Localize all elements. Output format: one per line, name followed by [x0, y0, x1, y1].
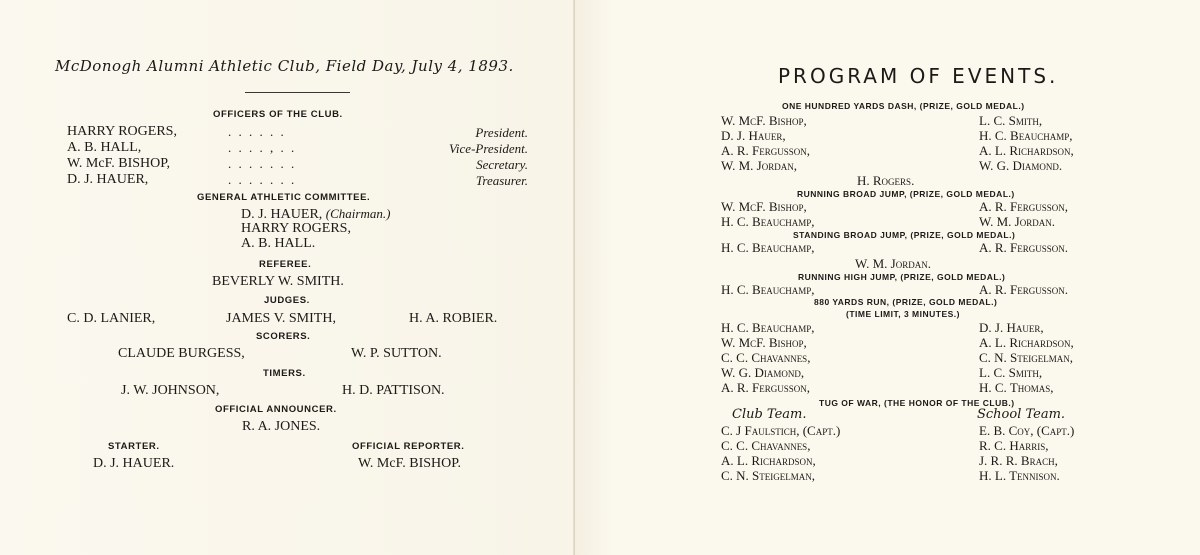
officer-name: A. B. HALL, [67, 140, 142, 155]
judge-name: C. D. LANIER, [67, 311, 156, 326]
rhj-heading: RUNNING HIGH JUMP, (PRIZE, GOLD MEDAL.) [798, 272, 1006, 282]
program-title: PROGRAM OF EVENTS. [778, 64, 1059, 88]
school-team-member: R. C. Harris, [979, 438, 1049, 453]
left-page [0, 0, 575, 555]
committee-chair-name: D. J. HAUER, [241, 207, 323, 222]
entrant: A. R. Fergusson, [979, 199, 1069, 214]
reporter-name: W. McF. BISHOP. [358, 456, 461, 471]
club-team-member: C. N. Steigelman, [721, 468, 816, 483]
entrant: W. M. Jordan. [979, 214, 1055, 229]
entrant: H. C. Beauchamp, [721, 320, 815, 335]
entrant: L. C. Smith, [979, 365, 1043, 380]
entrant: A. R. Fergusson. [979, 282, 1069, 297]
entrant: W. McF. Bishop, [721, 113, 807, 128]
announcer-heading: OFFICIAL ANNOUNCER. [215, 404, 337, 415]
officers-heading: OFFICERS OF THE CLUB. [213, 109, 343, 120]
referee-heading: REFEREE. [259, 259, 312, 270]
officer-name: HARRY ROGERS, [67, 124, 177, 139]
committee-chair-role: (Chairman.) [325, 206, 391, 221]
committee-member: HARRY ROGERS, [241, 221, 351, 236]
officer-role: Vice-President. [448, 141, 528, 156]
entrant: W. M. Jordan, [721, 158, 797, 173]
officer-name: D. J. HAUER, [67, 172, 149, 187]
entrant: W. M. Jordan. [855, 256, 931, 271]
tug-heading: TUG OF WAR, (THE HONOR OF THE CLUB.) [819, 398, 1015, 408]
entrant: H. C. Beauchamp, [979, 128, 1073, 143]
officer-role: Secretary. [476, 157, 528, 172]
dash-heading: ONE HUNDRED YARDS DASH, (PRIZE, GOLD MEDAL.) [782, 101, 1025, 111]
entrant: W. McF. Bishop, [721, 199, 807, 214]
starter-heading: STARTER. [108, 441, 160, 452]
entrant: A. L. Richardson, [979, 335, 1074, 350]
entrant: C. C. Chavannes, [721, 350, 811, 365]
starter-name: D. J. HAUER. [93, 456, 175, 471]
rbj-heading: RUNNING BROAD JUMP, (PRIZE, GOLD MEDAL.) [797, 189, 1015, 199]
club-team-member: A. L. Richardson, [721, 453, 816, 468]
timer-name: H. D. PATTISON. [342, 383, 445, 398]
announcer-name: R. A. JONES. [242, 419, 321, 434]
timer-name: J. W. JOHNSON, [121, 383, 220, 398]
school-team-member: E. B. Coy, (Capt.) [979, 423, 1075, 438]
entrant: H. Rogers. [857, 173, 915, 188]
entrant: C. N. Steigelman, [979, 350, 1074, 365]
timers-heading: TIMERS. [263, 368, 306, 379]
entrant: A. R. Fergusson. [979, 240, 1069, 255]
header-rule [245, 92, 350, 93]
program-header: McDonogh Alumni Athletic Club, Field Day, July 4, 1893. [55, 57, 514, 75]
scorer-name: CLAUDE BURGESS, [118, 346, 245, 361]
entrant: W. G. Diamond. [979, 158, 1063, 173]
committee-member: A. B. HALL. [241, 236, 316, 251]
referee-name: BEVERLY W. SMITH. [212, 274, 344, 289]
judge-name: H. A. ROBIER. [409, 311, 498, 326]
entrant: D. J. Hauer, [721, 128, 786, 143]
entrant: H. C. Beauchamp, [721, 214, 815, 229]
right-page [575, 0, 1200, 555]
leader-dots: . . . . , . . [228, 140, 297, 155]
scorers-heading: SCORERS. [256, 331, 311, 342]
run-heading: 880 YARDS RUN, (PRIZE, GOLD MEDAL.) [814, 297, 998, 307]
entrant: A. L. Richardson, [979, 143, 1074, 158]
judge-name: JAMES V. SMITH, [226, 311, 336, 326]
club-team-label: Club Team. [732, 407, 807, 422]
committee-heading: GENERAL ATHLETIC COMMITTEE. [197, 192, 371, 203]
entrant: H. C. Beauchamp, [721, 282, 815, 297]
officer-role: Treasurer. [475, 173, 528, 188]
judges-heading: JUDGES. [264, 295, 310, 306]
reporter-heading: OFFICIAL REPORTER. [352, 441, 465, 452]
entrant: W. McF. Bishop, [721, 335, 807, 350]
entrant: W. G. Diamond, [721, 365, 805, 380]
club-team-member: C. C. Chavannes, [721, 438, 811, 453]
officer-name: W. McF. BISHOP, [67, 156, 170, 171]
entrant: H. C. Thomas, [979, 380, 1054, 395]
leader-dots: . . . . . . . [228, 172, 297, 187]
school-team-member: J. R. R. Brach, [979, 453, 1058, 468]
entrant: A. R. Fergusson, [721, 380, 811, 395]
scorer-name: W. P. SUTTON. [351, 346, 442, 361]
officer-role: President. [475, 125, 528, 140]
entrant: H. C. Beauchamp, [721, 240, 815, 255]
school-team-member: H. L. Tennison. [979, 468, 1060, 483]
leader-dots: . . . . . . [228, 124, 286, 139]
school-team-label: School Team. [977, 407, 1066, 422]
run-time-limit: (TIME LIMIT, 3 MINUTES.) [846, 309, 960, 319]
entrant: A. R. Fergusson, [721, 143, 811, 158]
sbj-heading: STANDING BROAD JUMP, (PRIZE, GOLD MEDAL.) [793, 230, 1016, 240]
entrant: D. J. Hauer, [979, 320, 1044, 335]
leader-dots: . . . . . . . [228, 156, 297, 171]
entrant: L. C. Smith, [979, 113, 1043, 128]
club-team-member: C. J Faulstich, (Capt.) [721, 423, 841, 438]
